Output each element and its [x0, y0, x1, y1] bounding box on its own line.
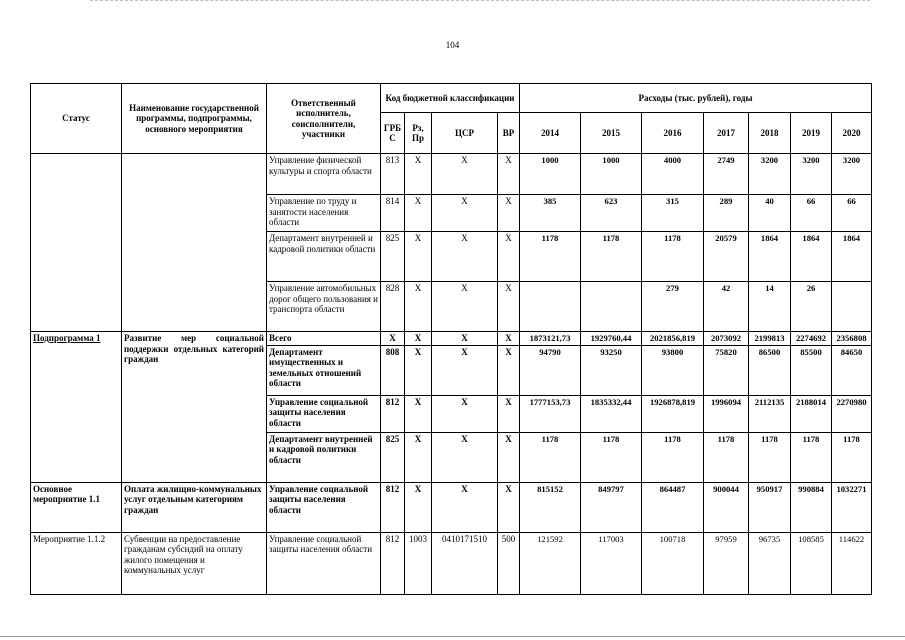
- value-cell: 2188014: [791, 395, 832, 432]
- status-cell: Мероприятие 1.1.2: [31, 532, 122, 594]
- value-cell: 66: [832, 195, 872, 232]
- rz-cell: X: [405, 395, 432, 432]
- grbs-cell: 825: [381, 232, 405, 282]
- value-cell: 815152: [520, 482, 581, 532]
- header-year-2017: 2017: [704, 113, 749, 154]
- value-cell: 2749: [704, 154, 749, 195]
- rz-cell: X: [405, 432, 432, 482]
- grbs-cell: 825: [381, 432, 405, 482]
- csr-cell: X: [432, 154, 498, 195]
- value-cell: 4000: [642, 154, 704, 195]
- vr-cell: X: [498, 332, 520, 346]
- header-expenses: Расходы (тыс. рублей), годы: [520, 84, 872, 113]
- value-cell: 66: [791, 195, 832, 232]
- value-cell: 75820: [704, 345, 749, 395]
- value-cell: [520, 282, 581, 332]
- value-cell: 1178: [642, 232, 704, 282]
- value-cell: 1929760,44: [581, 332, 642, 346]
- name-cell: Оплата жилищно-коммунальных услуг отдельным категориям граждан: [122, 482, 267, 532]
- value-cell: 1873121,73: [520, 332, 581, 346]
- value-cell: 121592: [520, 532, 581, 594]
- value-cell: 2274692: [791, 332, 832, 346]
- status-cell: [31, 154, 122, 332]
- rz-cell: X: [405, 332, 432, 346]
- value-cell: 14: [749, 282, 791, 332]
- value-cell: 950917: [749, 482, 791, 532]
- value-cell: 385: [520, 195, 581, 232]
- csr-cell: X: [432, 232, 498, 282]
- grbs-cell: 828: [381, 282, 405, 332]
- executor-cell: Департамент внутренней и кадровой политики области: [267, 232, 381, 282]
- grbs-cell: 812: [381, 395, 405, 432]
- value-cell: 315: [642, 195, 704, 232]
- header-budget-code: Код бюджетной классификации: [381, 84, 520, 113]
- grbs-cell: 812: [381, 532, 405, 594]
- page-number: 104: [445, 40, 460, 50]
- csr-cell: X: [432, 432, 498, 482]
- executor-cell: Департамент внутренней и кадровой политики области: [267, 432, 381, 482]
- table-row: [31, 532, 872, 594]
- grbs-cell: 814: [381, 195, 405, 232]
- value-cell: 2356808: [832, 332, 872, 346]
- value-cell: 623: [581, 195, 642, 232]
- csr-cell: X: [432, 195, 498, 232]
- executor-cell: Управление автомобильных дорог общего пользования и транспорта области: [267, 282, 381, 332]
- status-cell: Подпрограмма 1: [31, 332, 122, 483]
- rz-cell: X: [405, 345, 432, 395]
- header-name: Наименование государственной программы, подпрограммы, основного мероприятия: [122, 84, 267, 154]
- value-cell: 3200: [749, 154, 791, 195]
- header-status: Статус: [31, 84, 122, 154]
- executor-cell: Управление социальной защиты населения области: [267, 395, 381, 432]
- value-cell: 279: [642, 282, 704, 332]
- value-cell: 85500: [791, 345, 832, 395]
- value-cell: 990884: [791, 482, 832, 532]
- value-cell: 864487: [642, 482, 704, 532]
- grbs-cell: 813: [381, 154, 405, 195]
- rz-cell: X: [405, 154, 432, 195]
- vr-cell: X: [498, 395, 520, 432]
- vr-cell: X: [498, 282, 520, 332]
- header-year-2019: 2019: [791, 113, 832, 154]
- executor-cell: Управление социальной защиты населения области: [267, 482, 381, 532]
- value-cell: 114622: [832, 532, 872, 594]
- csr-cell: 0410171510: [432, 532, 498, 594]
- vr-cell: X: [498, 154, 520, 195]
- rz-cell: 1003: [405, 532, 432, 594]
- value-cell: 42: [704, 282, 749, 332]
- value-cell: 2073092: [704, 332, 749, 346]
- value-cell: 1032271: [832, 482, 872, 532]
- value-cell: 97959: [704, 532, 749, 594]
- rz-cell: X: [405, 195, 432, 232]
- header-year-2016: 2016: [642, 113, 704, 154]
- value-cell: 900044: [704, 482, 749, 532]
- value-cell: 96735: [749, 532, 791, 594]
- grbs-cell: 808: [381, 345, 405, 395]
- executor-cell: Управление физической культуры и спорта области: [267, 154, 381, 195]
- header-year-2015: 2015: [581, 113, 642, 154]
- value-cell: [832, 282, 872, 332]
- csr-cell: X: [432, 482, 498, 532]
- value-cell: 2199813: [749, 332, 791, 346]
- value-cell: 1000: [581, 154, 642, 195]
- table-row: [31, 332, 872, 346]
- csr-cell: X: [432, 332, 498, 346]
- header-vr: ВР: [498, 113, 520, 154]
- value-cell: 1178: [520, 432, 581, 482]
- executor-cell: Управление социальной защиты населения области: [267, 532, 381, 594]
- value-cell: 1178: [520, 232, 581, 282]
- csr-cell: X: [432, 345, 498, 395]
- csr-cell: X: [432, 395, 498, 432]
- executor-cell: Департамент имущественных и земельных отношений области: [267, 345, 381, 395]
- value-cell: 1864: [791, 232, 832, 282]
- name-cell: Субвенции на предоставление гражданам субсидий на оплату жилого помещения и коммунальных услуг: [122, 532, 267, 594]
- value-cell: 2270980: [832, 395, 872, 432]
- header-grbs: ГРБ С: [381, 113, 405, 154]
- vr-cell: X: [498, 232, 520, 282]
- vr-cell: X: [498, 195, 520, 232]
- executor-cell: Управление по труду и занятости населения области: [267, 195, 381, 232]
- value-cell: 2112135: [749, 395, 791, 432]
- value-cell: 86500: [749, 345, 791, 395]
- header-year-2014: 2014: [520, 113, 581, 154]
- header-year-2020: 2020: [832, 113, 872, 154]
- header-year-2018: 2018: [749, 113, 791, 154]
- value-cell: 1178: [791, 432, 832, 482]
- value-cell: 1178: [581, 432, 642, 482]
- name-cell: Развитие мер социальной поддержки отдельных категорий граждан: [122, 332, 267, 483]
- value-cell: 1835332,44: [581, 395, 642, 432]
- value-cell: 2021856,819: [642, 332, 704, 346]
- value-cell: 26: [791, 282, 832, 332]
- value-cell: [581, 282, 642, 332]
- value-cell: 1178: [581, 232, 642, 282]
- vr-cell: X: [498, 482, 520, 532]
- grbs-cell: 812: [381, 482, 405, 532]
- table-row: [31, 154, 872, 195]
- csr-cell: X: [432, 282, 498, 332]
- status-cell: Основное мероприятие 1.1: [31, 482, 122, 532]
- value-cell: 94790: [520, 345, 581, 395]
- value-cell: 93800: [642, 345, 704, 395]
- value-cell: 849797: [581, 482, 642, 532]
- value-cell: 100718: [642, 532, 704, 594]
- header-executor: Ответственный исполнитель, соисполнители, участники: [267, 84, 381, 154]
- rz-cell: X: [405, 232, 432, 282]
- grbs-cell: X: [381, 332, 405, 346]
- scan-edge-bottom: [0, 636, 905, 638]
- value-cell: 1178: [704, 432, 749, 482]
- executor-cell: Всего: [267, 332, 381, 346]
- value-cell: 1178: [832, 432, 872, 482]
- header-csr: ЦСР: [432, 113, 498, 154]
- value-cell: 84650: [832, 345, 872, 395]
- scan-edge-top: [90, 0, 870, 2]
- value-cell: 1777153,73: [520, 395, 581, 432]
- budget-table: [30, 83, 872, 595]
- value-cell: 1178: [749, 432, 791, 482]
- value-cell: 117003: [581, 532, 642, 594]
- vr-cell: X: [498, 432, 520, 482]
- value-cell: 40: [749, 195, 791, 232]
- value-cell: 1000: [520, 154, 581, 195]
- header-rz: Рз, Пр: [405, 113, 432, 154]
- value-cell: 289: [704, 195, 749, 232]
- rz-cell: X: [405, 282, 432, 332]
- table-row: [31, 482, 872, 532]
- rz-cell: X: [405, 482, 432, 532]
- value-cell: 3200: [791, 154, 832, 195]
- value-cell: 3200: [832, 154, 872, 195]
- value-cell: 1864: [749, 232, 791, 282]
- value-cell: 1864: [832, 232, 872, 282]
- value-cell: 93250: [581, 345, 642, 395]
- vr-cell: 500: [498, 532, 520, 594]
- value-cell: 20579: [704, 232, 749, 282]
- value-cell: 108585: [791, 532, 832, 594]
- value-cell: 1996094: [704, 395, 749, 432]
- vr-cell: X: [498, 345, 520, 395]
- name-cell: [122, 154, 267, 332]
- value-cell: 1178: [642, 432, 704, 482]
- value-cell: 1926878,819: [642, 395, 704, 432]
